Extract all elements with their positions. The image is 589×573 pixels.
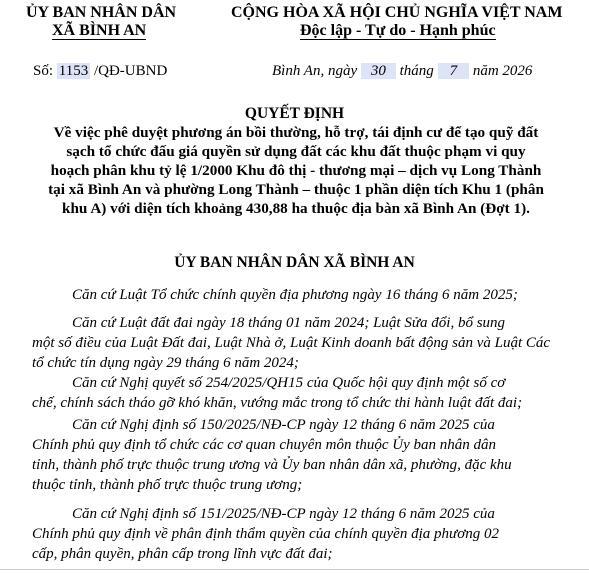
authority-heading: ỦY BAN NHÂN DÂN XÃ BÌNH AN (174, 254, 415, 271)
issuer-commune (52, 22, 146, 40)
date-month[interactable]: 7 (438, 63, 470, 79)
paragraph-line: Căn cứ Nghị quyết số 254/2025/QH15 của Quốc hội quy định một số cơ (72, 375, 506, 391)
paragraph-line: Căn cứ Luật đất đai ngày 18 tháng 01 năm 2024; Luật Sửa đổi, bổ sung (72, 315, 506, 331)
place-label: Bình An, ngày (272, 63, 358, 79)
national-motto (300, 22, 496, 40)
paragraph-line: chế, chính sách tháo gỡ khó khăn, vướng mắc trong tổ chức thi hành luật đất đai; (32, 395, 523, 411)
paragraph-line: Chính phủ quy định tổ chức các cơ quan chuyên môn thuộc Ủy ban nhân dân (32, 437, 497, 453)
place-date (272, 63, 532, 80)
paragraph-line: Căn cứ Luật Tổ chức chính quyền địa phương ngày 16 tháng 6 năm 2025; (72, 287, 518, 303)
legal-basis-paragraph (32, 415, 574, 495)
legal-basis-paragraph (32, 285, 574, 305)
page-bottom-rule (0, 569, 589, 570)
so-value[interactable]: 1153 (58, 63, 89, 79)
month-label: tháng (399, 63, 434, 79)
issuer-commune-text: XÃ BÌNH AN (52, 22, 147, 39)
decision-title: QUYẾT ĐỊNH (244, 105, 345, 122)
decision-subject (22, 123, 570, 218)
paragraph-line: Căn cứ Nghị định số 151/2025/NĐ-CP ngày 12 tháng 6 năm 2025 của (72, 506, 495, 522)
decision-subject-line: hoạch phân khu tỷ lệ 1/2000 Khu đô thị - thương mại – dịch vụ Long Thành (50, 162, 542, 179)
paragraph-line: cấp, phân quyền, phân cấp trong lĩnh vực đất đai; (32, 546, 333, 562)
date-day[interactable]: 30 (361, 63, 396, 79)
national-motto-text: Độc lập - Tự do - Hạnh phúc (300, 22, 496, 39)
year-label: năm 2026 (472, 63, 533, 79)
legal-basis-paragraph (32, 313, 574, 373)
so-suffix: /QĐ-UBND (93, 63, 168, 79)
decision-subject-line: sạch tổ chức đấu giá quyền sử dụng đất các khu đất thuộc phạm vi quy (66, 143, 526, 160)
paragraph-line: tổ chức tín dụng ngày 29 tháng 6 năm 2024; (32, 355, 299, 371)
issuer-name: ỦY BAN NHÂN DÂN (26, 4, 177, 21)
legal-basis-paragraph (32, 373, 574, 413)
decision-subject-line: Về việc phê duyệt phương án bồi thường, hỗ trợ, tái định cư để tạo quỹ đất (53, 124, 539, 141)
document-number (33, 63, 167, 80)
paragraph-line: Chính phủ quy định về phân định thẩm quyền của chính quyền địa phương 02 (32, 526, 499, 542)
so-label: Số: (33, 63, 54, 79)
decision-subject-line: tại xã Bình An và phường Long Thành – thuộc 1 phần diện tích Khu 1 (phân (48, 181, 544, 198)
decision-subject-line: khu A) với diện tích khoảng 430,88 ha thuộc địa bàn xã Bình An (Đợt 1). (62, 200, 530, 217)
paragraph-line: thuộc tỉnh, thành phố trực thuộc trung ương; (32, 477, 303, 493)
national-title: CỘNG HÒA XÃ HỘI CHỦ NGHĨA VIỆT NAM (231, 4, 563, 21)
paragraph-line: tỉnh, thành phố trực thuộc trung ương và Ủy ban nhân dân xã, phường, đặc khu (32, 457, 512, 473)
paragraph-line: Căn cứ Nghị định số 150/2025/NĐ-CP ngày 12 tháng 6 năm 2025 của (72, 417, 495, 433)
legal-basis-paragraph (32, 504, 574, 564)
paragraph-line: một số điều của Luật Đất đai, Luật Nhà ở, Luật Kinh doanh bất động sản và Luật Các (32, 335, 551, 351)
